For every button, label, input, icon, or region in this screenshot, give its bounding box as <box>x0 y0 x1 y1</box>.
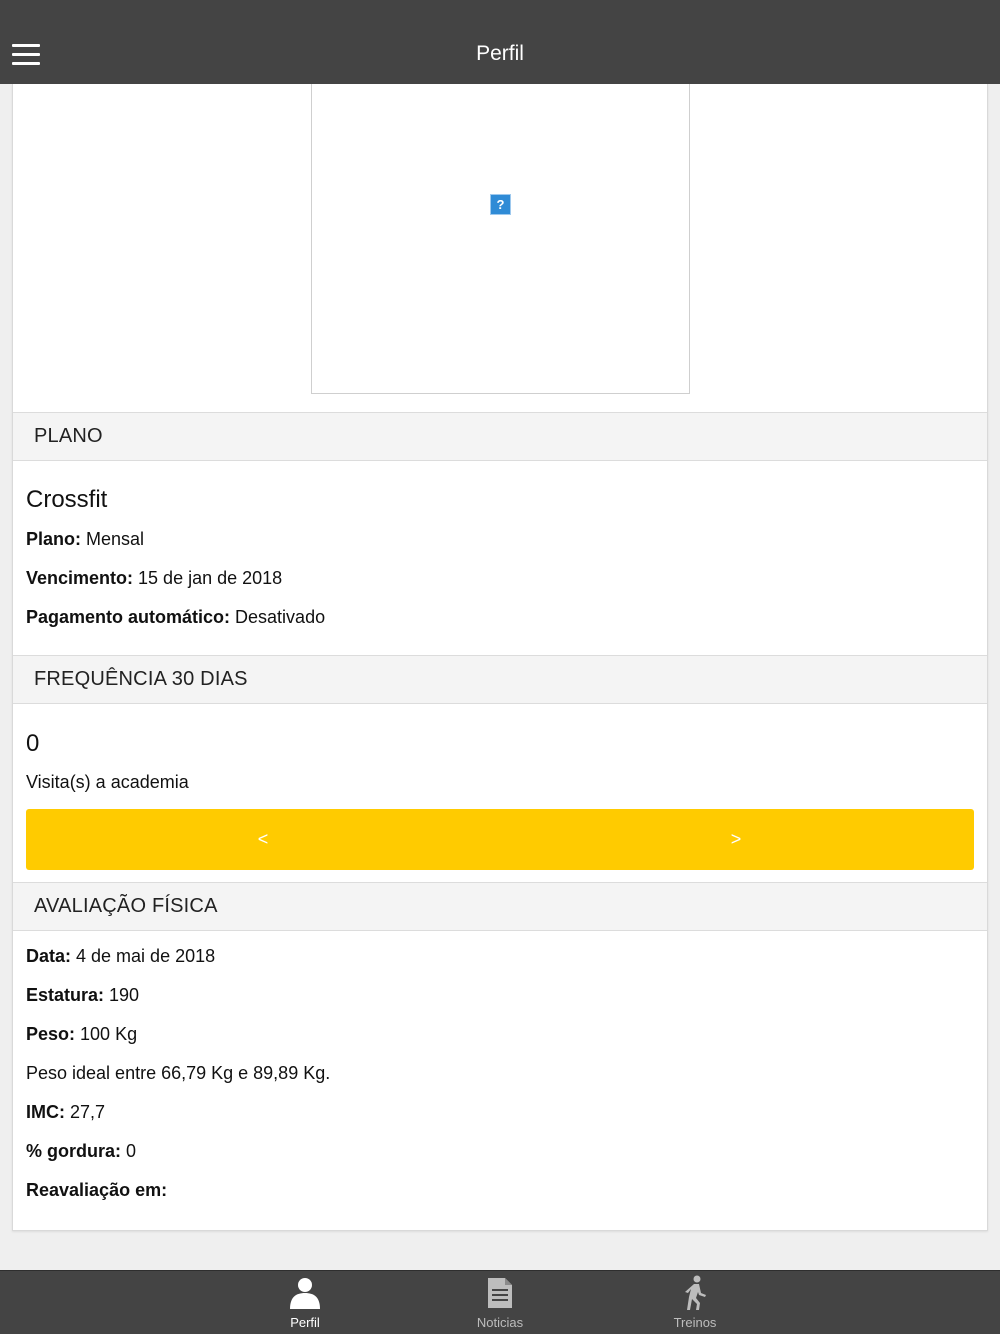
plan-autopay <box>26 607 325 628</box>
evaluation-weight <box>26 1024 137 1045</box>
top-app-bar <box>0 0 1000 84</box>
evaluation-height-label: Estatura: <box>26 985 105 1005</box>
frequency-navigation-bar <box>26 809 974 870</box>
reevaluation-date <box>26 1180 167 1201</box>
evaluation-fat-label: % gordura: <box>26 1141 122 1161</box>
plan-due-date <box>26 568 282 589</box>
tab-noticias[interactable] <box>440 1271 560 1334</box>
bottom-tab-bar <box>0 1270 1000 1334</box>
evaluation-imc-value: 27,7 <box>65 1102 106 1122</box>
evaluation-weight-value: 100 Kg <box>75 1024 138 1044</box>
reevaluation-label: Reavaliação em: <box>26 1180 168 1200</box>
walking-person-icon <box>677 1275 713 1311</box>
tab-noticias-label: Noticias <box>476 1315 524 1330</box>
person-icon <box>287 1275 323 1311</box>
plan-type-value: Mensal <box>81 529 145 549</box>
evaluation-imc-label: IMC: <box>26 1102 65 1122</box>
tab-perfil-label: Perfil <box>290 1315 320 1330</box>
profile-card <box>12 84 988 1231</box>
plan-type-label: Plano: <box>26 529 82 549</box>
evaluation-date-value: 4 de mai de 2018 <box>71 946 216 966</box>
page-title: Perfil <box>476 42 524 65</box>
profile-photo <box>311 84 690 394</box>
tab-perfil[interactable] <box>245 1271 365 1334</box>
plan-due-value: 15 de jan de 2018 <box>133 568 283 588</box>
broken-image-icon: ? <box>490 194 511 215</box>
evaluation-date <box>26 946 215 967</box>
plan-name: Crossfit <box>26 486 108 513</box>
ideal-weight-text: Peso ideal entre 66,79 Kg e 89,89 Kg. <box>26 1063 331 1083</box>
section-header-plano: PLANO <box>13 412 987 461</box>
plan-due-label: Vencimento: <box>26 568 134 588</box>
document-icon <box>482 1275 518 1311</box>
next-period-button[interactable]: > <box>730 829 742 849</box>
visit-count: 0 <box>26 730 40 757</box>
plan-autopay-label: Pagamento automático: <box>26 607 231 627</box>
evaluation-date-label: Data: <box>26 946 72 966</box>
section-header-frequencia: FREQUÊNCIA 30 DIAS <box>13 655 987 704</box>
evaluation-height-value: 190 <box>104 985 140 1005</box>
tab-treinos-label: Treinos <box>673 1315 717 1330</box>
section-header-avaliacao: AVALIAÇÃO FÍSICA <box>13 882 987 931</box>
evaluation-body-fat <box>26 1141 136 1162</box>
evaluation-fat-value: 0 <box>121 1141 137 1161</box>
visit-caption: Visita(s) a academia <box>26 772 189 792</box>
tab-treinos[interactable] <box>635 1271 755 1334</box>
evaluation-height <box>26 985 139 1006</box>
previous-period-button[interactable]: < <box>257 829 269 849</box>
evaluation-weight-label: Peso: <box>26 1024 76 1044</box>
plan-autopay-value: Desativado <box>230 607 326 627</box>
plan-type <box>26 529 144 550</box>
evaluation-imc <box>26 1102 105 1123</box>
